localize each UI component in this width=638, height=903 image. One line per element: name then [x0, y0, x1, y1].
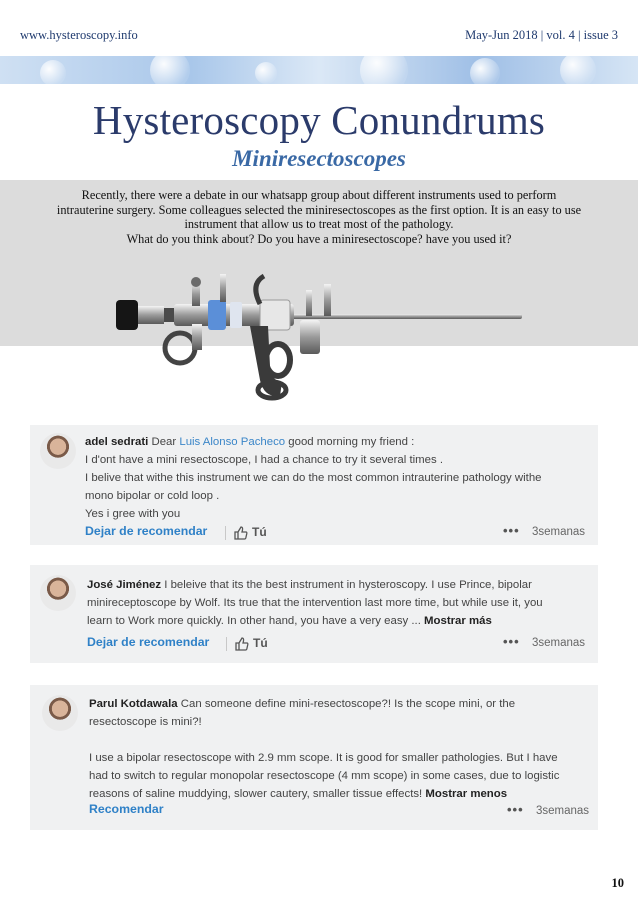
divider	[225, 526, 226, 540]
intro-line: Recently, there were a debate in our whatsapp group about different instruments used to perform	[81, 188, 557, 202]
page-title: Hysteroscopy Conundrums	[92, 97, 546, 143]
more-options-icon[interactable]: •••	[507, 802, 524, 817]
thumbs-up-icon[interactable]	[234, 526, 248, 540]
comment-card	[30, 685, 598, 830]
avatar[interactable]	[40, 433, 76, 469]
comment-author[interactable]: adel sedrati	[85, 436, 149, 448]
website-url[interactable]: www.hysteroscopy.info	[20, 28, 138, 42]
intro-line: instrument that allow us to treat most of the pathology.	[184, 217, 454, 231]
unrecommend-button[interactable]: Dejar de recomendar	[85, 524, 208, 538]
comment-line: Yes i gree with you	[85, 508, 181, 520]
comment-line: had to switch to regular monopolar resectoscope (4 mm scope) in some cases, due to logistic	[89, 770, 560, 782]
timestamp: 3semanas	[532, 526, 586, 538]
avatar[interactable]	[42, 695, 78, 731]
comment-line: I use a bipolar resectoscope with 2.9 mm scope. It is good for smaller pathologies. But I have	[89, 752, 558, 764]
thumbs-up-icon[interactable]	[235, 637, 249, 651]
comment-body	[87, 576, 592, 630]
timestamp: 3semanas	[532, 637, 586, 649]
unrecommend-button[interactable]: Dejar de recomendar	[87, 635, 210, 649]
comment-line: I d'ont have a mini resectoscope, I had a chance to try it several times .	[85, 454, 443, 466]
you-label: Tú	[253, 636, 268, 650]
comment-text: I beleive that its the best instrument in hysteroscopy. I use Prince, bipolar	[164, 579, 532, 591]
comment-line: resectoscope is mini?!	[89, 716, 202, 728]
divider	[226, 637, 227, 651]
recommend-button[interactable]: Recomendar	[89, 802, 164, 816]
comment-text: Can someone define mini-resectoscope?! Is the scope mini, or the	[180, 698, 516, 710]
comment-card	[30, 565, 598, 663]
comment-line: learn to Work more quickly. In other hand, you have a very easy ...	[87, 615, 421, 627]
comment-line: I belive that withe this instrument we can do the most common intrauterine pathology withe	[85, 472, 542, 484]
page-subtitle: Miniresectoscopes	[232, 146, 406, 171]
intro-line: intrauterine surgery. Some colleagues selected the miniresectoscopes as the first option. It is an easy to use	[56, 202, 582, 217]
comment-text: good morning my friend :	[288, 436, 415, 448]
show-more-link[interactable]: Mostrar más	[424, 615, 492, 627]
comment-author[interactable]: José Jiménez	[87, 579, 162, 591]
timestamp: 3semanas	[536, 805, 590, 817]
comment-line: minireceptoscope by Wolf. Its true that the intervention last more time, but while use it, you	[87, 597, 543, 609]
comment-body	[85, 433, 590, 523]
miniresectoscope-illustration	[110, 270, 530, 410]
comment-card	[30, 425, 598, 545]
you-label: Tú	[252, 525, 267, 539]
comment-line	[89, 731, 594, 749]
comment-body	[89, 695, 594, 803]
comment-author[interactable]: Parul Kotdawala	[89, 698, 178, 710]
comment-line: mono bipolar or cold loop .	[85, 490, 220, 502]
mention-link[interactable]: Luis Alonso Pacheco	[179, 436, 286, 448]
header-banner	[0, 56, 638, 84]
show-less-link[interactable]: Mostrar menos	[425, 788, 508, 800]
page-number: 10	[611, 876, 624, 890]
intro-text	[18, 188, 620, 246]
intro-line: What do you think about? Do you have a miniresectoscope? have you used it?	[126, 231, 512, 246]
comment-text: Dear	[151, 436, 177, 448]
more-options-icon[interactable]: •••	[503, 634, 520, 649]
avatar[interactable]	[40, 575, 76, 611]
issue-info: May-Jun 2018 | vol. 4 | issue 3	[465, 28, 618, 42]
more-options-icon[interactable]: •••	[503, 523, 520, 538]
comment-line: reasons of saline muddying, slower cautery, smaller tissue effects!	[89, 788, 423, 800]
